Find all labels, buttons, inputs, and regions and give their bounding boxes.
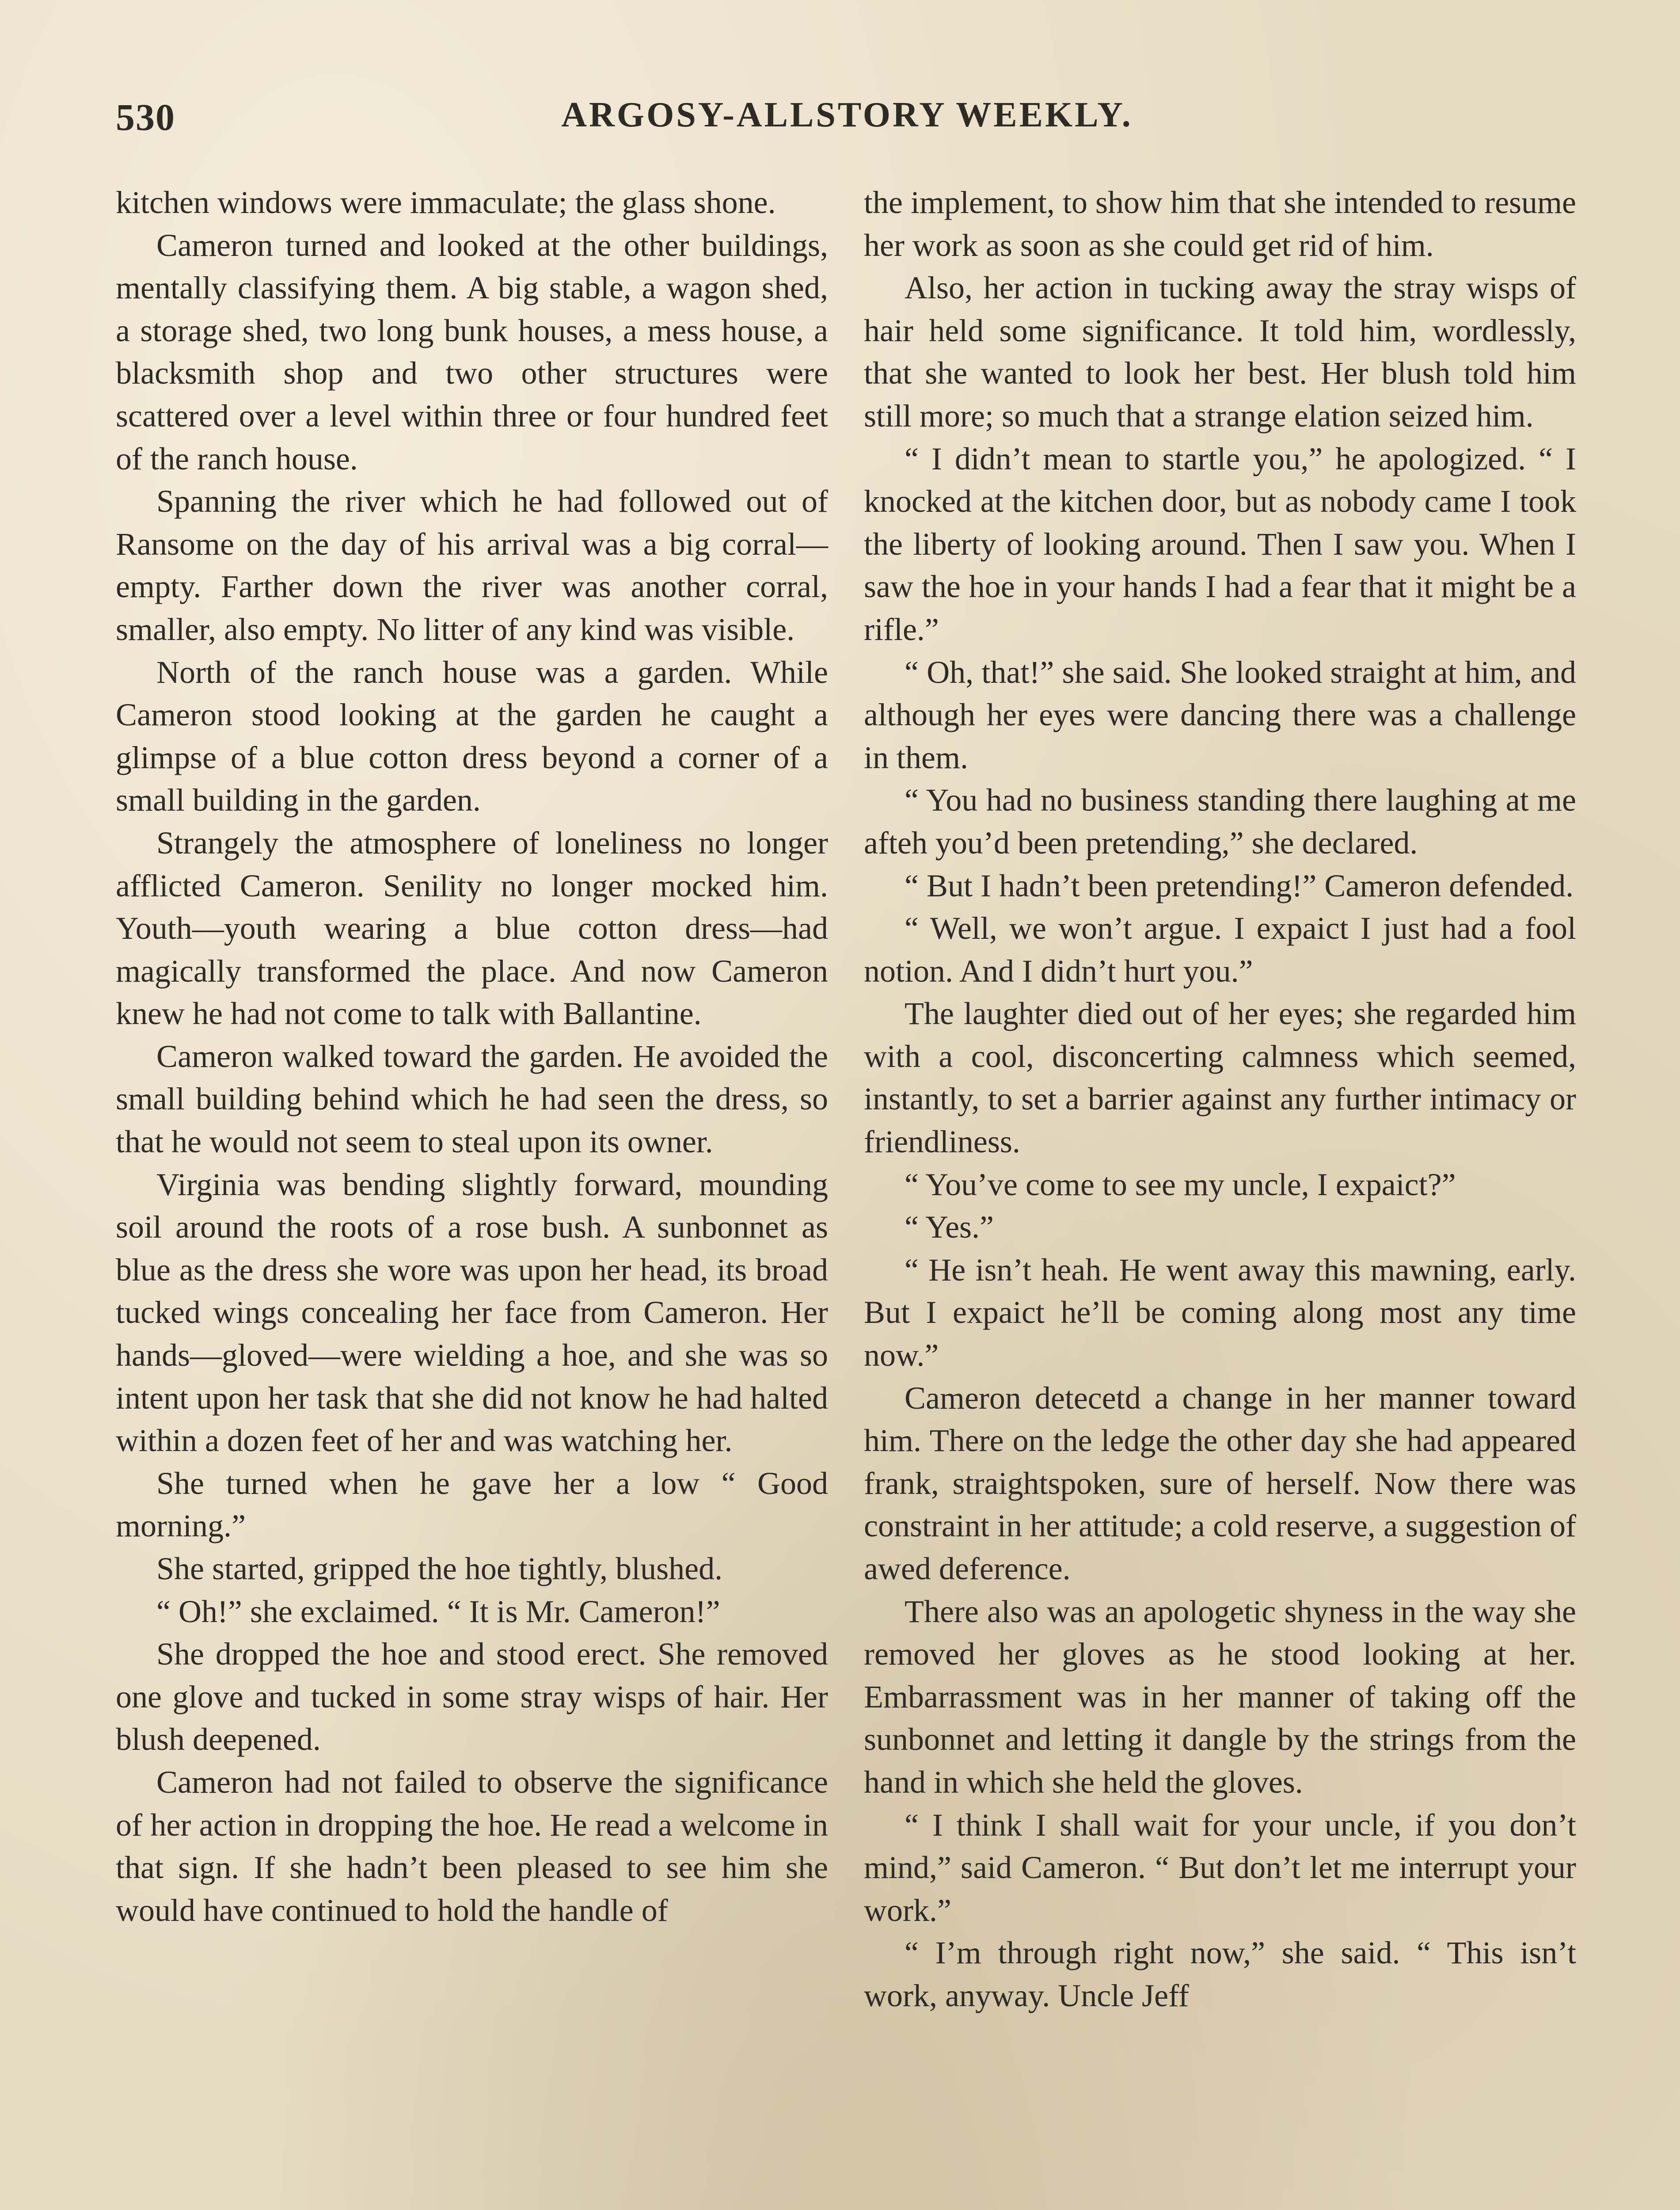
paragraph: “ Well, we won’t argue. I expaict I just had a fool notion. And I didn’t hurt you.” bbox=[864, 911, 1576, 989]
paragraph: North of the ranch house was a garden. While Cameron stood looking at the garden he caught a glimpse of a blue cotton dress beyond a corner of a small building in the garden. bbox=[116, 654, 828, 818]
left-column bbox=[116, 181, 828, 1932]
paragraph: She dropped the hoe and stood erect. She removed one glove and tucked in some stray wisps of hair. Her blush deepened. bbox=[116, 1636, 828, 1757]
paragraph: Cameron had not failed to observe the significance of her action in dropping the hoe. He read a welcome in that sign. If she hadn’t been pleased to see him she would have continued to hold the handle of bbox=[116, 1764, 828, 1928]
paragraph: “ He isn’t heah. He went away this mawning, early. But I expaict he’ll be coming along most any time now.” bbox=[864, 1252, 1576, 1373]
paragraph: “ But I hadn’t been pretending!” Cameron defended. bbox=[905, 868, 1574, 903]
paragraph: “ I think I shall wait for your uncle, if you don’t mind,” said Cameron. “ But don’t let me interrupt your work.” bbox=[864, 1807, 1576, 1928]
paragraph: “ I’m through right now,” she said. “ This isn’t work, anyway. Uncle Jeff bbox=[864, 1935, 1576, 2013]
page-header bbox=[116, 95, 1578, 148]
paragraph: kitchen windows were immaculate; the glass shone. bbox=[116, 185, 776, 220]
paragraph: She started, gripped the hoe tightly, blushed. bbox=[156, 1551, 723, 1586]
paragraph: The laughter died out of her eyes; she regarded him with a cool, disconcerting calmness which seemed, instantly, to set a barrier against any further intimacy or friendliness. bbox=[864, 996, 1576, 1160]
paragraph: Cameron turned and looked at the other buildings, mentally classifying them. A big stable, a wagon shed, a storage shed, two long bunk houses, a mess house, a blacksmith shop and two other structures were scattered over a level within three or four hundred feet of the ranch house. bbox=[116, 227, 828, 476]
paragraph: “ Oh, that!” she said. She looked straight at him, and although her eyes were dancing there was a challenge in them. bbox=[864, 654, 1576, 775]
running-head: ARGOSY-ALLSTORY WEEKLY. bbox=[561, 95, 1133, 134]
paragraph: the implement, to show him that she intended to resume her work as soon as she could get rid of him. bbox=[864, 185, 1576, 263]
paragraph: Cameron walked toward the garden. He avoided the small building behind which he had seen the dress, so that he would not seem to steal upon its owner. bbox=[116, 1038, 828, 1160]
paragraph: “ I didn’t mean to startle you,” he apologized. “ I knocked at the kitchen door, but as nobody came I took the liberty of looking around. Then I saw you. When I saw the hoe in your hands I had a fear that it might be a rifle.” bbox=[864, 441, 1576, 647]
paragraph: Strangely the atmosphere of loneliness no longer afflicted Cameron. Senility no longer mocked him. Youth—youth wearing a blue cotton dress—had magically transformed the place. And now Cameron knew he had not come to talk with Ballantine. bbox=[116, 825, 828, 1032]
paragraph: Spanning the river which he had followed out of Ransome on the day of his arrival was a big corral—empty. Farther down the river was another corral, smaller, also empty. No litter of any kind was visible. bbox=[116, 484, 828, 647]
page-number: 530 bbox=[116, 96, 175, 138]
paragraph: Cameron detecetd a change in her manner toward him. There on the ledge the other day she had appeared frank, straightspoken, sure of herself. Now there was constraint in her attitude; a cold reserve, a suggestion of awed deference. bbox=[864, 1380, 1576, 1586]
paragraph: “ Oh!” she exclaimed. “ It is Mr. Cameron!” bbox=[156, 1593, 720, 1629]
paragraph: Virginia was bending slightly forward, mounding soil around the roots of a rose bush. A sunbonnet as blue as the dress she wore was upon her head, its broad tucked wings concealing her face from Cameron. Her hands—gloved—were wielding a hoe, and she was so intent upon her task that she did not know he had halted within a dozen feet of her and was watching her. bbox=[116, 1166, 828, 1459]
paragraph: There also was an apologetic shyness in the way she removed her gloves as he stood looking at her. Embarrassment was in her manner of taking off the sunbonnet and letting it dangle by the strings from the hand in which she held the gloves. bbox=[864, 1593, 1576, 1800]
paragraph: “ Yes.” bbox=[905, 1209, 994, 1245]
paragraph: “ You’ve come to see my uncle, I expaict?” bbox=[905, 1166, 1456, 1202]
paragraph: “ You had no business standing there laughing at me afteh you’d been pretending,” she declared. bbox=[864, 782, 1576, 861]
paragraph: She turned when he gave her a low “ Good morning.” bbox=[116, 1465, 828, 1544]
paragraph: Also, her action in tucking away the stray wisps of hair held some significance. It told him, wordlessly, that she wanted to look her best. Her blush told him still more; so much that a strange elation seized him. bbox=[864, 270, 1576, 434]
right-column bbox=[864, 181, 1576, 2017]
